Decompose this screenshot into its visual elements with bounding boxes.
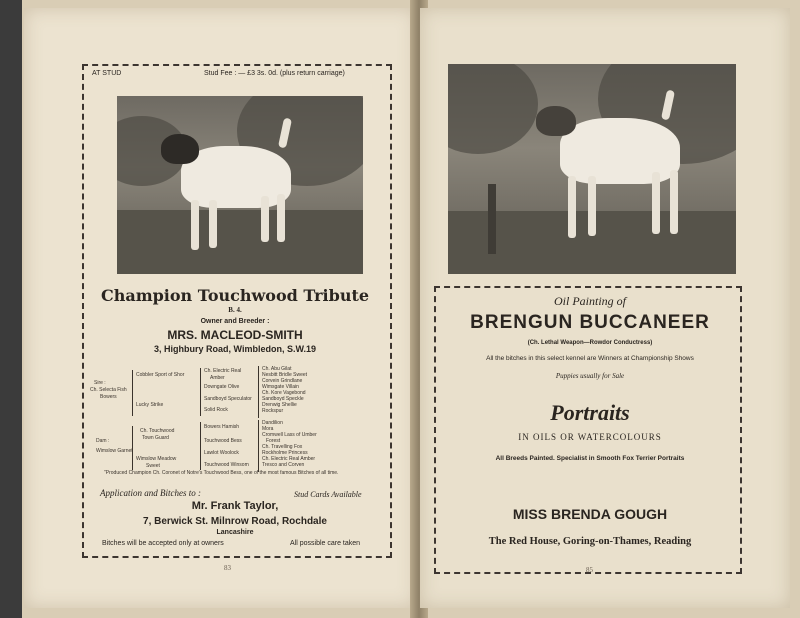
stud-fee-text: Stud Fee : — £3 3s. 0d. (plus return carriage): [204, 70, 345, 77]
right-page: [420, 8, 790, 608]
pedigree-sire: Ch. Selecta Fish: [90, 387, 127, 393]
pedigree-cell: Cobbler Sport of Shor: [136, 372, 185, 378]
page-number-right: 85: [586, 566, 593, 574]
pedigree-cell: Amber: [210, 375, 225, 381]
pedigree-cell: Ch. Electric Real: [204, 368, 242, 374]
pedigree-cell: Rockspur: [262, 408, 284, 414]
kennel-winners: All the bitches in this select kennel are Winners at Championship Shows: [486, 355, 694, 362]
page-number-left: 83: [224, 564, 231, 572]
bitches-note: Bitches will be accepted only at owners: [102, 540, 224, 547]
pedigree-cell: Wimsgate Villain: [262, 384, 299, 390]
pedigree-dam-label: Dam :: [96, 438, 110, 444]
pedigree-cell: Sweet: [146, 463, 160, 469]
owner-name: MRS. MACLEOD-SMITH: [167, 328, 303, 342]
pedigree-cell: Tresco and Corven: [262, 462, 305, 468]
pedigree-cell: Wimslow Meadow: [136, 456, 177, 462]
pedigree-cell: Solid Rock: [204, 407, 228, 413]
dog-name-heading: Champion Touchwood Tribute: [100, 286, 370, 305]
pedigree-cell: Corvein Grindlane: [262, 378, 303, 384]
painting-lineage: (Ch. Lethal Weapon—Rowdor Conductress): [527, 340, 653, 346]
pedigree-cell: Mora: [262, 426, 274, 432]
painting-title: BRENGUN BUCCANEER: [470, 312, 710, 333]
pedigree-cell: Nesbitt Bridle Sweet: [262, 372, 308, 378]
stud-cards-note: Stud Cards Available: [294, 490, 362, 499]
owner-label: Owner and Breeder :: [200, 318, 270, 325]
risk-note: All possible care taken: [290, 540, 361, 547]
pedigree-sire-line2: Bowers: [100, 394, 117, 400]
artist-name: MISS BRENDA GOUGH: [512, 506, 668, 522]
pedigree-cell: Bowers Hamish: [204, 424, 240, 430]
at-stud-label: AT STUD: [92, 70, 122, 77]
pedigree-cell: Lucky Strike: [136, 402, 164, 408]
oil-painting-caption: Oil Painting of: [554, 294, 626, 308]
contact-address: 7, Berwick St. Milnrow Road, Rochdale: [143, 516, 327, 527]
pedigree-cell: Ch. Travelling Fox: [262, 444, 303, 450]
pedigree-cell: Town Guard: [142, 435, 169, 441]
puppies-note: Puppies usually for Sale: [555, 372, 625, 380]
painting-reproduction: [448, 64, 736, 274]
application-line: Application and Bitches to :: [100, 488, 201, 498]
pedigree-cell: Forest: [266, 438, 281, 444]
pedigree-dam: Wimslow Garnet: [96, 448, 133, 454]
pedigree-cell: Lawlot Woolock: [204, 450, 239, 456]
artist-address: The Red House, Goring-on-Thames, Reading: [488, 536, 692, 547]
contact-name: Mr. Frank Taylor,: [191, 500, 279, 512]
specialist-note: All Breeds Painted. Specialist in Smooth Fox Terrier Portraits: [495, 455, 685, 462]
left-page: [24, 8, 416, 608]
pedigree-cell: Ch. Touchwood: [140, 428, 175, 434]
pedigree-cell: Touchwood Bess: [204, 438, 242, 444]
pedigree-cell: Dandilion: [262, 420, 283, 426]
pedigree-cell: Ch. Electric Real Amber: [262, 456, 316, 462]
pedigree-cell: Sandboyd Speckle: [262, 396, 304, 402]
pedigree-cell: Drenwig Shellie: [262, 402, 297, 408]
portraits-heading: Portraits: [550, 400, 630, 425]
contact-county: Lancashire: [216, 529, 254, 536]
pedigree-cell: Touchwood Winsom: [204, 462, 249, 468]
pedigree-cell: Rockholme Princess: [262, 450, 308, 456]
dog-ref: B. 4.: [228, 306, 242, 314]
pedigree-sire-label: Sire :: [94, 380, 106, 386]
portrait-media: IN OILS OR WATERCOLOURS: [518, 432, 662, 442]
dog-photograph: [117, 96, 363, 274]
pedigree-cell: Ch. Kore Vagebond: [262, 390, 306, 396]
pedigree-cell: Cromwell Lass of Umber: [262, 432, 317, 438]
owner-address: 3, Highbury Road, Wimbledon, S.W.19: [154, 344, 316, 354]
pedigree-cell: Sandboyd Speculator: [204, 396, 252, 402]
pedigree-cell: Ch. Abu Gilat: [262, 366, 292, 372]
pedigree-cell: Downgate Olive: [204, 384, 240, 390]
pedigree-footnote: "Produced Champion Ch. Coronet of Notre's Touchwood Bess, one of the most famous Bitches of all time.: [104, 470, 339, 476]
